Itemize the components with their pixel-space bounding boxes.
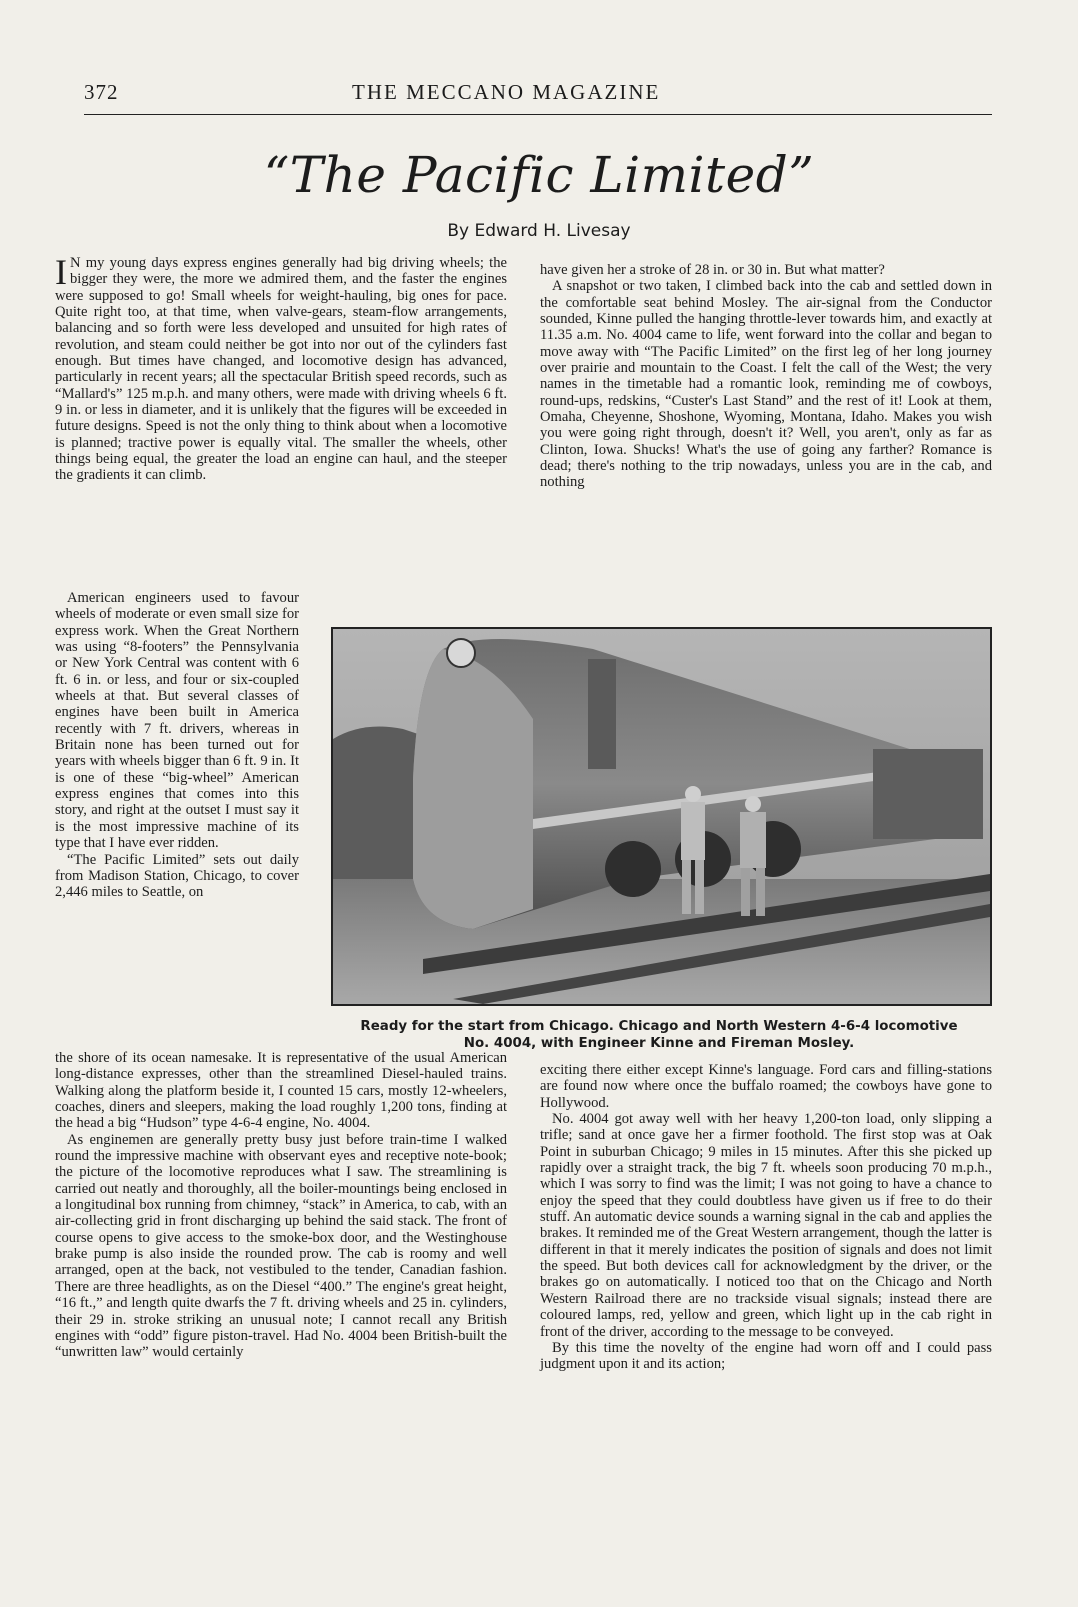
caption-line: No. 4004, with Engineer Kinne and Fireman Mosley. bbox=[463, 1036, 855, 1051]
paragraph bbox=[55, 252, 507, 484]
column-1-top bbox=[55, 252, 507, 484]
locomotive-photo bbox=[331, 627, 992, 1006]
magazine-title: THE MECCANO MAGAZINE bbox=[352, 80, 661, 104]
drop-cap: I bbox=[55, 252, 67, 292]
paragraph: No. 4004 got away well with her heavy 1,200-ton load, only slipping a trifle; sand at once gave her a firmer foothold. The first stop was at Oak Point in suburban Chicago; 9 miles in 15 minutes. After this she picked up rapidly over a straight track, the big 7 ft. wheels soon producing 70 m.p.h., which I was sorry to find was the limit; I was not going to have a chance to enjoy the speed that they could doubtless have given us if free to do their stuff. An automatic device sounds a warning signal in the cab and applies the brakes. It reminded me of the Great Western arrangement, though the latter is different in that it merely indicates the position of signals and does not limit the speed. But both devices call for acknowledgment by the driver, or the brakes go on automatically. I noticed too that on the Chicago and North Western Railroad there are no trackside visual signals; instead there are coloured lamps, red, yellow and green, which light up in the cab right in front of the driver, according to the message to be conveyed. bbox=[540, 1111, 992, 1340]
paragraph: American engineers used to favour wheels of moderate or even small size for express work. When the Great Northern was using “8-footers” the Pennsylvania or New York Central was content with 6 ft. 6 in. or less, and four or six-coupled wheels at that. But several classes of engines have been built in America recently with 7 ft. drivers, whereas in Britain none has been turned out for years with wheels bigger than 6 ft. 9 in. It is one of these “big-wheel” American express engines that comes into this story, and right at the outset I must say it is the most impressive machine of its type that I have ever ridden. bbox=[55, 590, 299, 852]
column-2-bottom bbox=[540, 1062, 992, 1373]
cab-steps bbox=[588, 659, 616, 769]
caption-line: Ready for the start from Chicago. Chicago and North Western 4-6-4 locomotive bbox=[360, 1019, 958, 1034]
tender bbox=[873, 749, 983, 839]
column-2-top bbox=[540, 262, 992, 491]
paragraph: As enginemen are generally pretty busy just before train-time I walked round the impressive machine with observant eyes and receptive note-book; the picture of the locomotive reproduces what I saw. The streamlining is carried out neatly and thoroughly, all the boiler-mountings being enclosed in a longitudinal box running from chimney, “stack” in America, to cab, with an air-collecting grid in front discharging up behind the said stack. The front of course opens to give access to the smoke-box door, and the Westinghouse brake pump is also inside the rounded prow. The cab is roomy and well arranged, open at the back, not vestibuled to the tender, Canadian fashion. There are three headlights, as on the Diesel “400.” The engine's great height, “16 ft.,” and length quite dwarfs the 7 ft. driving wheels and 25 in. cylinders, their 29 in. stroke striking an unusual note; I cannot recall any British engines with “odd” figure piston-travel. Had No. 4004 been British-built the “unwritten law” would certainly bbox=[55, 1131, 507, 1361]
article-title: “The Pacific Limited” bbox=[263, 146, 815, 204]
driving-wheel bbox=[605, 841, 661, 897]
locomotive-illustration bbox=[333, 629, 990, 1004]
paragraph-text: N my young days express engines generally had big driving wheels; the bigger they were, the more we admired them, and the faster the engines were supposed to go! Small wheels for weight-hauling, big ones for pace. Quite right too, at that time, when valve-gears, steam-flow arrangements, balancing and so forth were less developed and unsuited for high rates of revolution, and steam could neither be got into nor out of the cylinders fast enough. But times have changed, and locomotive design has advanced, particularly in recent years; all the spectacular British speed records, such as “Mallard's” 125 m.p.h. and many others, were made with driving wheels 6 ft. 9 in. or less in diameter, and it is unlikely that the figures will be exceeded in future designs. Speed is not the only thing to think about when a locomotive is planned; tractive power is equally vital. The smaller the wheels, other things being equal, the greater the load an engine can haul, and the steeper the gradients it can climb. bbox=[55, 255, 507, 484]
paragraph: A snapshot or two taken, I climbed back into the cab and settled down in the comfortable seat behind Mosley. The air-signal from the Conductor sounded, Kinne pulled the hanging throttle-lever towards him, and exactly at 11.35 a.m. No. 4004 came to life, went forward into the collar and began to move away with “The Pacific Limited” on the first leg of her long journey over prairie and mountain to the Coast. I felt the call of the West; the very names in the timetable had a romantic look, reminding me of cowboys, round-ups, redskins, “Custer's Last Stand” and the rest of it! Look at them, Omaha, Cheyenne, Shoshone, Wyoming, Montana, Idaho. Makes you wish you were going right through, doesn't it? Well, you aren't, only as far as Clinton, Iowa. Shucks! What's the use of going any farther? Romance is dead; there's nothing to the trip nowadays, unless you are in the cab, and nothing bbox=[540, 278, 992, 491]
headlight bbox=[447, 639, 475, 667]
article-byline: By Edward H. Livesay bbox=[447, 221, 631, 241]
paragraph: have given her a stroke of 28 in. or 30 in. But what matter? bbox=[540, 262, 885, 278]
header-rule bbox=[84, 114, 992, 115]
page-header bbox=[84, 76, 990, 110]
paragraph: the shore of its ocean namesake. It is representative of the usual American long-distance expresses, other than the streamlined Diesel-hauled trains. Walking along the platform beside it, I counted 15 cars, mostly 12-wheelers, coaches, diners and sleepers, making the load roughly 1,200 tons, finding at the head a big “Hudson” type 4-6-4 engine, No. 4004. bbox=[55, 1050, 507, 1132]
column-1-bottom bbox=[55, 1050, 507, 1361]
photo-caption bbox=[325, 1018, 993, 1052]
column-1-middle bbox=[55, 590, 299, 901]
paragraph: exciting there either except Kinne's language. Ford cars and filling-stations are found now where once the buffalo roamed; the cowboys have gone to Hollywood. bbox=[540, 1062, 992, 1111]
paragraph: By this time the novelty of the engine had worn off and I could pass judgment upon it and its action; bbox=[540, 1339, 992, 1373]
paragraph: “The Pacific Limited” sets out daily from Madison Station, Chicago, to cover 2,446 miles to Seattle, on bbox=[55, 851, 299, 901]
page-number: 372 bbox=[84, 80, 119, 104]
